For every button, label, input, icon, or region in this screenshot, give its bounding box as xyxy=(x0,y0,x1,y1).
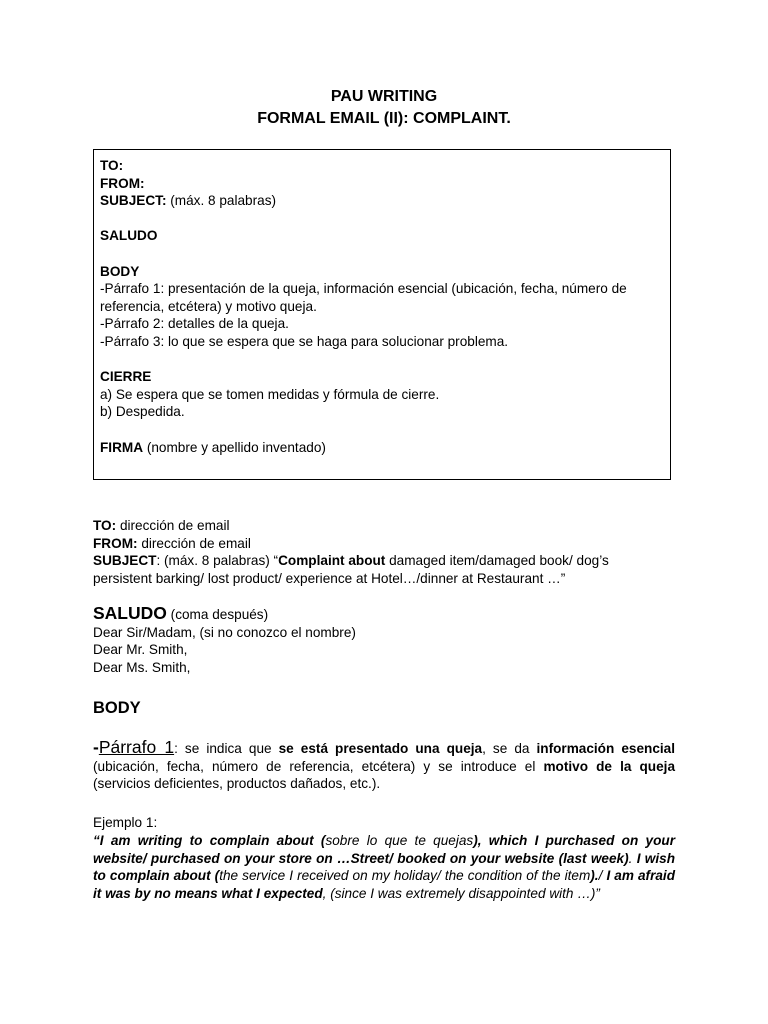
outline-body: BODY xyxy=(100,263,140,279)
saludo-line-3: Dear Ms. Smith, xyxy=(93,659,191,675)
subject-line-2: persistent barking/ lost product/ experience at Hotel…/dinner at Restaurant …” xyxy=(93,570,566,586)
outline-box xyxy=(93,149,671,480)
outline-p1-line1: -Párrafo 1: presentación de la queja, información esencial (ubicación, fecha, número de xyxy=(100,281,627,297)
saludo-section xyxy=(93,605,675,676)
saludo-heading: SALUDO (coma después) xyxy=(93,603,269,623)
outline-from: FROM: xyxy=(100,175,145,191)
outline-saludo: SALUDO xyxy=(100,228,158,244)
email-fields-section xyxy=(93,517,675,587)
ejemplo-text: “I am writing to complain about (sobre lo que te quejas), which I purchased on your website/ purchased on your store on …Street/ booked on your website (last week). I wish to complain about (the service I received on my holiday/ the condition of the item)./ I am afraid it was by no means what I expected, (since I was extremely disappointed with …)” xyxy=(93,833,675,901)
page-subtitle: FORMAL EMAIL (II): COMPLAINT. xyxy=(257,110,511,127)
outline-cierre-b: b) Despedida. xyxy=(100,404,185,420)
outline-cierre: CIERRE xyxy=(100,369,152,385)
saludo-line-1: Dear Sir/Madam, (si no conozco el nombre) xyxy=(93,624,356,640)
body-heading: BODY xyxy=(93,699,141,717)
saludo-line-2: Dear Mr. Smith, xyxy=(93,642,188,658)
from-line: FROM: dirección de email xyxy=(93,535,251,551)
outline-firma: FIRMA (nombre y apellido inventado) xyxy=(100,439,326,455)
outline-p1-line2: referencia, etcétera) y motivo queja. xyxy=(100,298,317,314)
outline-subject: SUBJECT: (máx. 8 palabras) xyxy=(100,193,277,209)
to-line: TO: dirección de email xyxy=(93,518,230,533)
outline-p2: -Párrafo 2: detalles de la queja. xyxy=(100,316,289,332)
ejemplo-label: Ejemplo 1: xyxy=(93,815,158,830)
page-title: PAU WRITING xyxy=(330,88,438,105)
parrafo-1: -Párrafo 1: se indica que se está presentado una queja, se da información esencial (ubicación, fecha, número de referencia, etcétera) y se introduce el motivo de la queja (servicios deficientes, productos dañados, etc.). xyxy=(93,737,675,792)
outline-to: TO: xyxy=(100,158,124,173)
outline-cierre-a: a) Se espera que se tomen medidas y fórmula de cierre. xyxy=(100,386,440,402)
outline-p3: -Párrafo 3: lo que se espera que se haga para solucionar problema. xyxy=(100,333,509,349)
subject-line: SUBJECT: (máx. 8 palabras) “Complaint about damaged item/damaged book/ dog’s xyxy=(93,553,609,569)
